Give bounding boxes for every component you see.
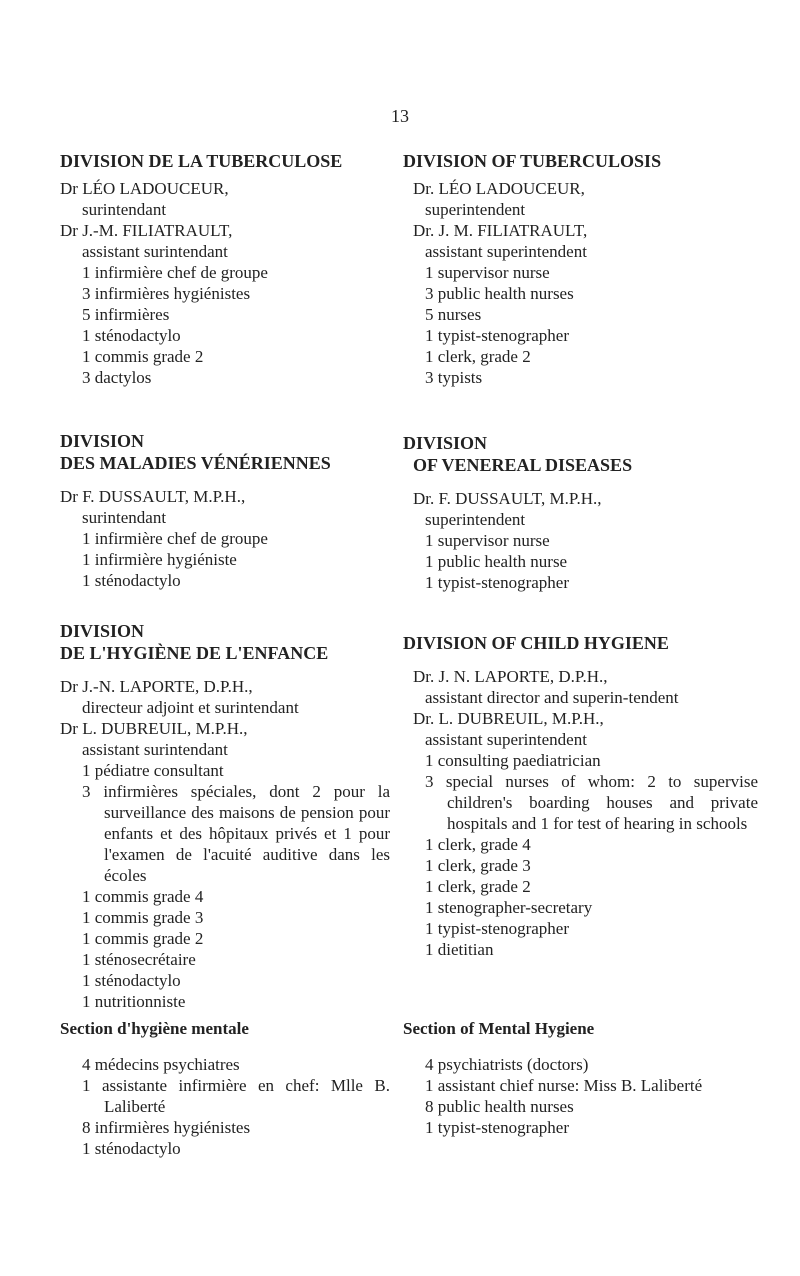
mh-line-en: 8 public health nurses (425, 1097, 574, 1116)
tb-line-fr: 3 infirmières hygiénistes (82, 284, 251, 303)
ch-line-en: 1 stenographer-secretary (425, 898, 593, 917)
ch-special-nurses-fr: 3 infirmières spéciales, dont 2 pour la surveillance des maisons de pension pour enfants et des hôpitaux privés et 1 pour l'examen de l'acuité auditive dans les écoles (82, 782, 390, 885)
tb-line-fr: 3 dactylos (82, 368, 152, 387)
ch-line-fr: 1 commis grade 4 (82, 887, 204, 906)
ch-line-en: 1 consulting paediatrician (425, 751, 601, 770)
mh-line-en: 1 typist-stenographer (425, 1118, 569, 1137)
mh-heading-en: Section of Mental Hygiene (403, 1019, 595, 1038)
ch-line-en: 1 typist-stenographer (425, 919, 569, 938)
tb-line-en: 3 public health nurses (425, 284, 574, 303)
vd-heading2-fr: DES MALADIES VÉNÉRIENNES (60, 453, 331, 473)
tb-line-en: 3 typists (425, 368, 483, 387)
ch-line-fr: 1 nutritionniste (82, 992, 186, 1011)
tb-division-fr (60, 150, 390, 388)
ch-heading2-fr: DE L'HYGIÈNE DE L'ENFANCE (60, 643, 329, 663)
vd-heading1-fr: DIVISION (60, 431, 145, 451)
ch-division-en (403, 632, 758, 960)
ch-line-fr (60, 781, 390, 886)
ch-line-en: assistant director and superin-tendent (425, 688, 679, 707)
ch-line-fr: 1 sténosecrétaire (82, 950, 196, 969)
mh-line-fr: 1 sténodactylo (82, 1139, 181, 1158)
ch-line-en: 1 clerk, grade 3 (425, 856, 531, 875)
vd-line-en: superintendent (425, 510, 526, 529)
ch-line-fr: 1 commis grade 2 (82, 929, 204, 948)
mh-line-en: 4 psychiatrists (doctors) (425, 1055, 589, 1074)
tb-line-fr: assistant surintendant (82, 242, 228, 261)
ch-line-en (403, 771, 758, 834)
vd-line-en: 1 supervisor nurse (425, 531, 550, 550)
ch-line-fr: directeur adjoint et surintendant (82, 698, 299, 717)
ch-line-fr: Dr J.-N. LAPORTE, D.P.H., (60, 677, 253, 696)
vd-line-fr: 1 infirmière chef de groupe (82, 529, 268, 548)
ch-division-fr (60, 620, 390, 1012)
ch-heading-en: DIVISION OF CHILD HYGIENE (403, 633, 669, 653)
page-number: 13 (391, 106, 409, 126)
ch-line-fr: Dr L. DUBREUIL, M.P.H., (60, 719, 248, 738)
ch-line-fr: 1 commis grade 3 (82, 908, 204, 927)
tb-line-en: Dr. J. M. FILIATRAULT, (413, 221, 588, 240)
tb-line-en: 5 nurses (425, 305, 482, 324)
tb-line-en: assistant superintendent (425, 242, 587, 261)
tb-line-en: 1 supervisor nurse (425, 263, 550, 282)
ch-line-en: 1 clerk, grade 4 (425, 835, 531, 854)
vd-line-en: 1 public health nurse (425, 552, 568, 571)
ch-line-en: Dr. L. DUBREUIL, M.P.H., (413, 709, 604, 728)
mh-line-fr: 4 médecins psychiatres (82, 1055, 240, 1074)
ch-line-fr: 1 sténodactylo (82, 971, 181, 990)
ch-line-en: 1 clerk, grade 2 (425, 877, 531, 896)
tb-line-fr: 5 infirmières (82, 305, 170, 324)
tb-line-en: superintendent (425, 200, 526, 219)
mh-line-fr (60, 1075, 390, 1117)
mh-line-fr: 8 infirmières hygiénistes (82, 1118, 251, 1137)
ch-line-en: Dr. J. N. LAPORTE, D.P.H., (413, 667, 608, 686)
vd-division-en (403, 432, 758, 593)
ch-heading1-fr: DIVISION (60, 621, 145, 641)
tb-line-fr: 1 commis grade 2 (82, 347, 204, 366)
vd-division-fr (60, 430, 390, 591)
ch-special-nurses-en: 3 special nurses of whom: 2 to supervise children's boarding houses and private hospitals and 1 for test of hearing in schools (425, 772, 758, 833)
tb-line-en: 1 clerk, grade 2 (425, 347, 531, 366)
ch-line-en: assistant superintendent (425, 730, 587, 749)
vd-line-fr: surintendant (82, 508, 167, 527)
tb-division-en (403, 150, 758, 388)
vd-line-en: 1 typist-stenographer (425, 573, 569, 592)
mh-section-fr (60, 1018, 390, 1159)
tb-line-fr: 1 infirmière chef de groupe (82, 263, 268, 282)
tb-heading-en: DIVISION OF TUBERCULOSIS (403, 151, 662, 171)
ch-line-fr: assistant surintendant (82, 740, 228, 759)
vd-line-fr: 1 infirmière hygiéniste (82, 550, 237, 569)
tb-line-en: Dr. LÉO LADOUCEUR, (413, 179, 585, 198)
vd-heading2-en: OF VENEREAL DISEASES (413, 455, 633, 475)
mh-heading-fr: Section d'hygiène mentale (60, 1019, 249, 1038)
ch-line-fr: 1 pédiatre consultant (82, 761, 224, 780)
vd-line-fr: 1 sténodactylo (82, 571, 181, 590)
mh-assistant-fr: 1 assistante infirmière en chef: Mlle B. Laliberté (82, 1076, 390, 1116)
tb-line-fr: Dr LÉO LADOUCEUR, (60, 179, 229, 198)
tb-line-fr: Dr J.-M. FILIATRAULT, (60, 221, 233, 240)
tb-heading-fr: DIVISION DE LA TUBERCULOSE (60, 151, 343, 171)
ch-line-en: 1 dietitian (425, 940, 494, 959)
tb-line-fr: surintendant (82, 200, 167, 219)
mh-line-en (403, 1075, 758, 1096)
mh-section-en (403, 1018, 758, 1138)
vd-line-en: Dr. F. DUSSAULT, M.P.H., (413, 489, 602, 508)
tb-line-fr: 1 sténodactylo (82, 326, 181, 345)
vd-line-fr: Dr F. DUSSAULT, M.P.H., (60, 487, 246, 506)
mh-assistant-en: 1 assistant chief nurse: Miss B. Laliberté (425, 1076, 703, 1095)
vd-heading1-en: DIVISION (403, 433, 488, 453)
tb-line-en: 1 typist-stenographer (425, 326, 569, 345)
